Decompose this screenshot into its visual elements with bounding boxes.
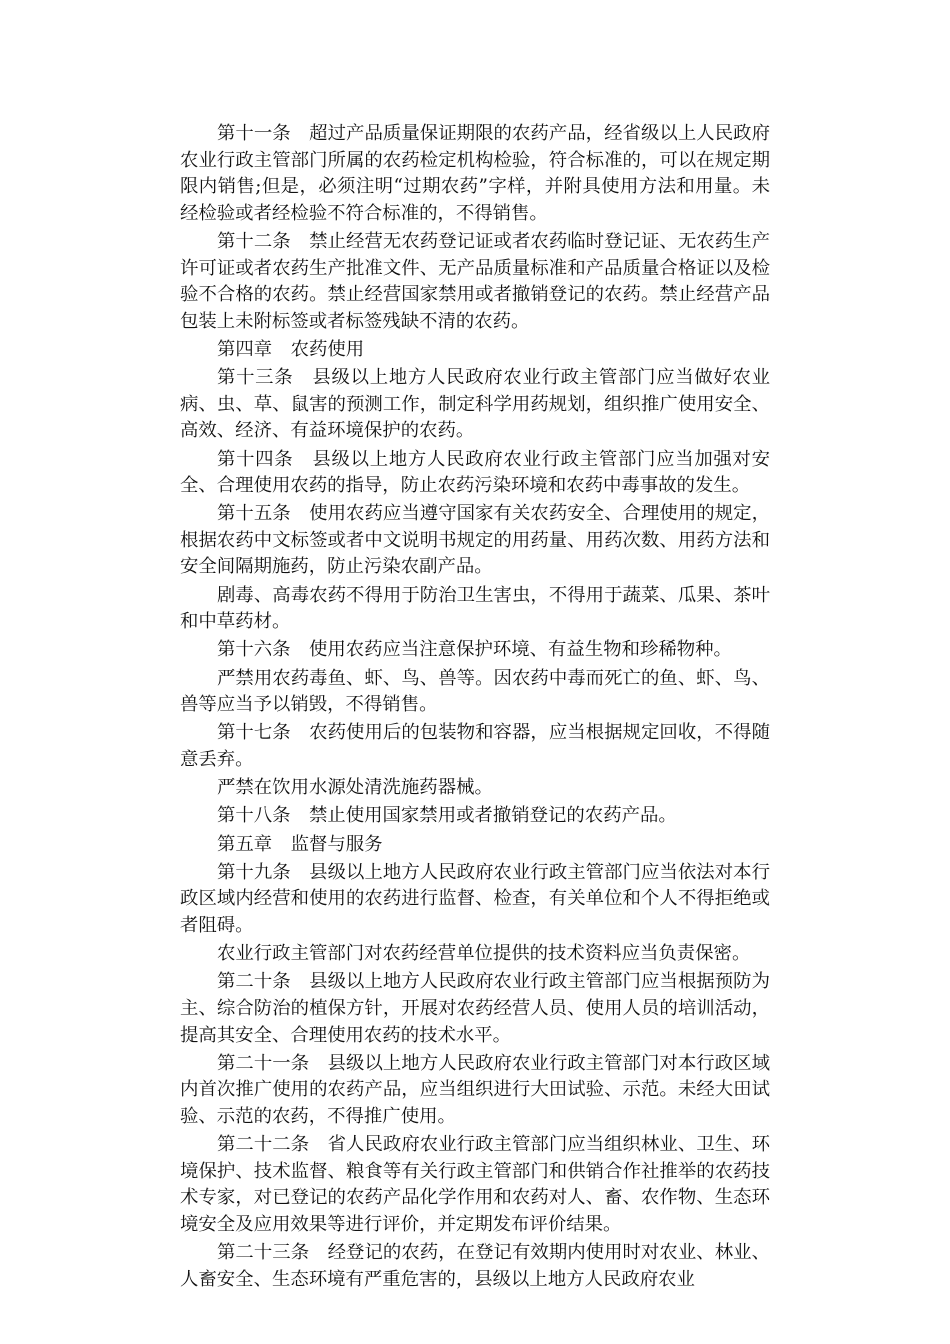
article-14-paragraph: 第十四条 县级以上地方人民政府农业行政主管部门应当加强对安全、合理使用农药的指导，防止农药污染环境和农药中毒事故的发生。: [180, 448, 770, 497]
article-19-paragraph: 第十九条 县级以上地方人民政府农业行政主管部门应当依法对本行政区域内经营和使用的农药进行监督、检查，有关单位和个人不得拒绝或者阻碍。: [180, 861, 770, 936]
article-19-clause-2: 农业行政主管部门对农药经营单位提供的技术资料应当负责保密。: [217, 943, 751, 965]
article-17-paragraph: 第十七条 农药使用后的包装物和容器，应当根据规定回收，不得随意丢弃。: [180, 722, 770, 770]
article-11-paragraph: 第十一条 超过产品质量保证期限的农药产品，经省级以上人民政府农业行政主管部门所属的农药检定机构检验，符合标准的，可以在规定期限内销售;但是，必须注明“过期农药”字样，并附具使用方法和用量。未经检验或者经检验不符合标准的，不得销售。: [180, 123, 770, 224]
article-18-paragraph: 第十八条 禁止使用国家禁用或者撤销登记的农药产品。: [217, 805, 677, 827]
article-13-paragraph: 第十三条 县级以上地方人民政府农业行政主管部门应当做好农业病、虫、草、鼠害的预测工作，制定科学用药规划，组织推广使用安全、高效、经济、有益环境保护的农药。: [180, 367, 770, 442]
article-22-paragraph: 第二十二条 省人民政府农业行政主管部门应当组织林业、卫生、环境保护、技术监督、粮食等有关行政主管部门和供销合作社推举的农药技术专家，对已登记的农药产品化学作用和农药对人、畜、农作物、生态环境安全及应用效果等进行评价，并定期发布评价结果。: [180, 1134, 770, 1235]
article-17-clause-2: 严禁在饮用水源处清洗施药器械。: [217, 777, 493, 799]
article-15-paragraph: 第十五条 使用农药应当遵守国家有关农药安全、合理使用的规定，根据农药中文标签或者中文说明书规定的用药量、用药次数、用药方法和安全间隔期施药，防止污染农副产品。: [180, 503, 770, 578]
document-page: [180, 121, 770, 1295]
chapter-5-heading: 第五章 监督与服务: [217, 833, 383, 855]
article-12-paragraph: 第十二条 禁止经营无农药登记证或者农药临时登记证、无农药生产许可证或者农药生产批准文件、无产品质量标准和产品质量合格证以及检验不合格的农药。禁止经营国家禁用或者撤销登记的农药。禁止经营产品包装上未附标签或者标签残缺不清的农药。: [180, 230, 770, 332]
chapter-4-heading: 第四章 农药使用: [217, 338, 365, 360]
article-15-clause-2: 剧毒、高毒农药不得用于防治卫生害虫，不得用于蔬菜、瓜果、茶叶和中草药材。: [180, 584, 770, 633]
article-16-paragraph: 第十六条 使用农药应当注意保护环境、有益生物和珍稀物种。: [217, 639, 732, 661]
article-23-paragraph: 第二十三条 经登记的农药，在登记有效期内使用时对农业、林业、人畜安全、生态环境有严重危害的，县级以上地方人民政府农业: [180, 1242, 770, 1290]
article-20-paragraph: 第二十条 县级以上地方人民政府农业行政主管部门应当根据预防为主、综合防治的植保方针，开展对农药经营人员、使用人员的培训活动，提高其安全、合理使用农药的技术水平。: [180, 971, 770, 1046]
article-21-paragraph: 第二十一条 县级以上地方人民政府农业行政主管部门对本行政区域内首次推广使用的农药产品，应当组织进行大田试验、示范。未经大田试验、示范的农药，不得推广使用。: [180, 1052, 770, 1127]
article-16-clause-2: 严禁用农药毒鱼、虾、鸟、兽等。因农药中毒而死亡的鱼、虾、鸟、兽等应当予以销毁，不得销售。: [180, 667, 770, 716]
